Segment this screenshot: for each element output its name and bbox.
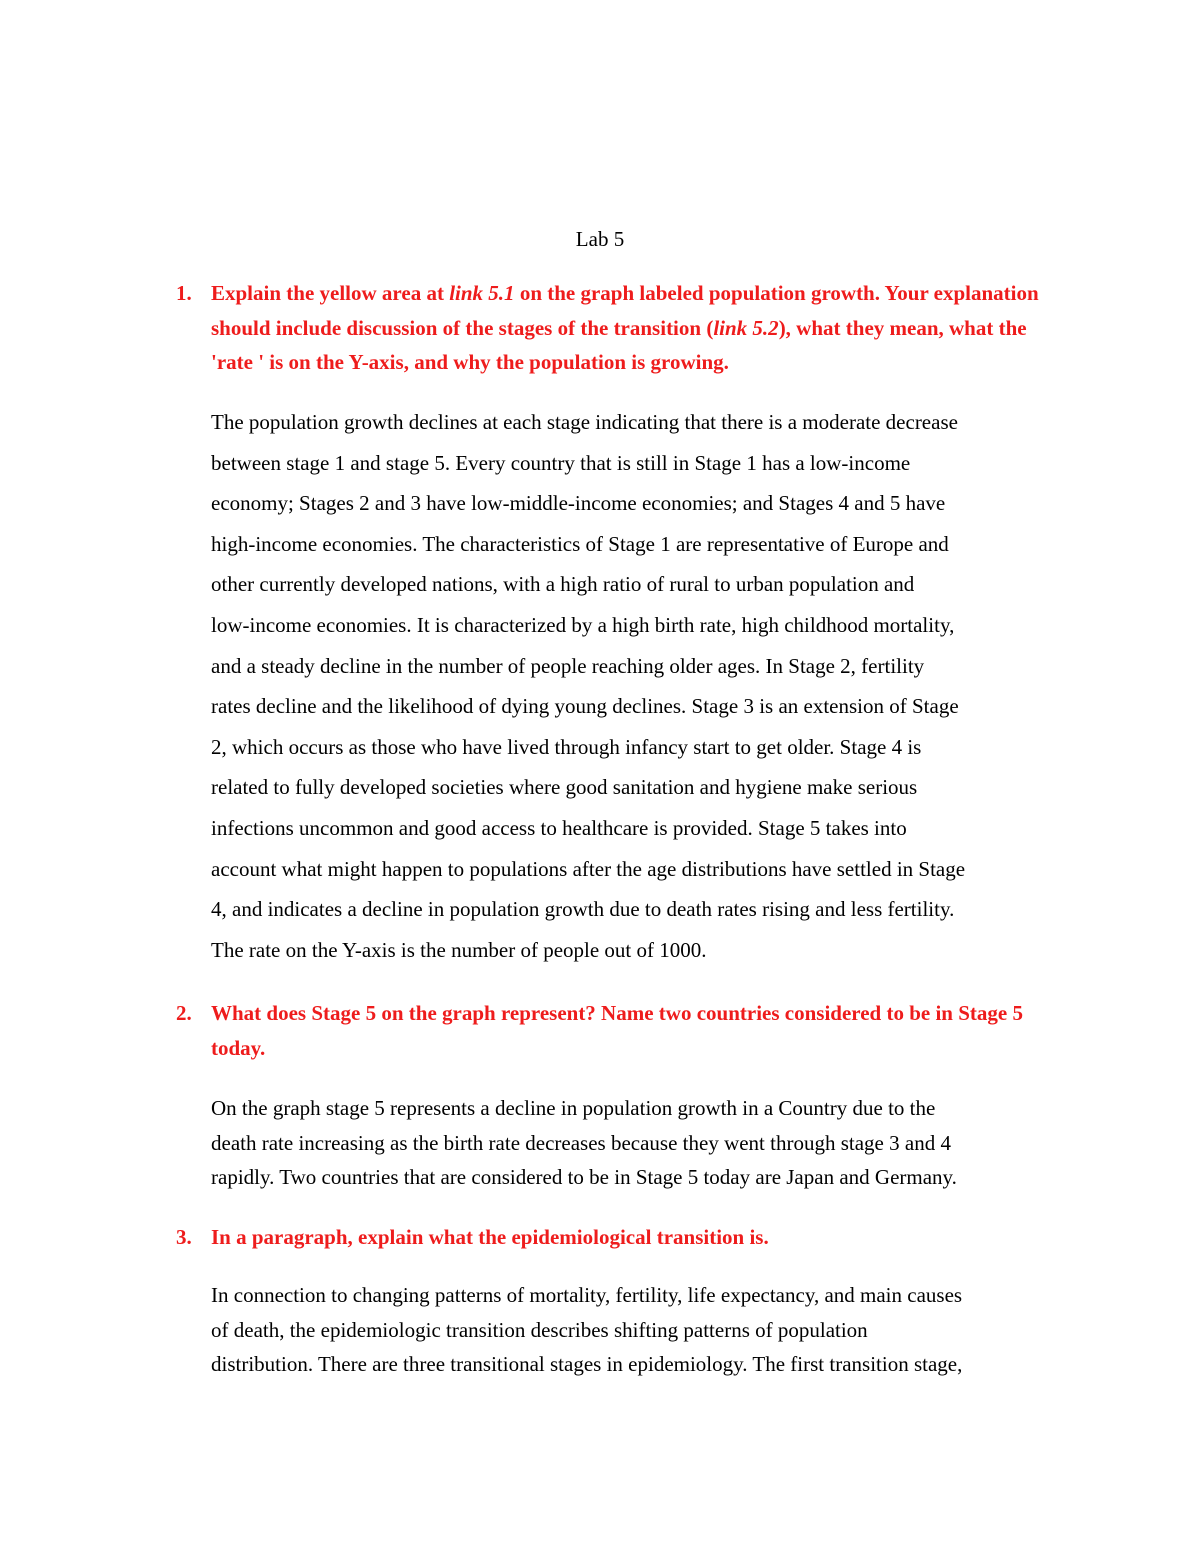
question-3 xyxy=(176,1220,1056,1255)
question-number: 2. xyxy=(176,1001,192,1025)
answer-line: infections uncommon and good access to healthcare is provided. Stage 5 takes into xyxy=(211,815,907,840)
question-prompt xyxy=(211,276,1056,380)
answer-line: 2, which occurs as those who have lived through infancy start to get older. Stage 4 is xyxy=(211,734,922,759)
prompt-text: Explain the yellow area at xyxy=(211,281,450,305)
question-1 xyxy=(176,276,1056,380)
answer-line: and a steady decline in the number of people reaching older ages. In Stage 2, fertility xyxy=(211,653,925,678)
link-reference: link 5.1 xyxy=(449,281,515,305)
answer-line: between stage 1 and stage 5. Every country that is still in Stage 1 has a low-income xyxy=(211,450,911,475)
answer-line: related to fully developed societies where good sanitation and hygiene make serious xyxy=(211,775,918,800)
answer-line: high-income economies. The characteristics of Stage 1 are representative of Europe and xyxy=(211,531,949,556)
question-number: 1. xyxy=(176,281,192,305)
link-reference: link 5.2 xyxy=(713,315,779,340)
answer-line: distribution. There are three transitional stages in epidemiology. The first transition stage, xyxy=(211,1352,963,1376)
prompt-text: on the graph labeled population growth. Your explanation should include discussion of the stages of the transition ( xyxy=(211,281,1039,340)
question-2 xyxy=(176,996,1056,1065)
answer-3 xyxy=(211,1278,1061,1382)
answer-line: The population growth declines at each stage indicating that there is a moderate decrease xyxy=(211,410,958,434)
question-prompt: What does Stage 5 on the graph represent? Name two countries considered to be in Stage 5 today. xyxy=(211,1001,1023,1060)
answer-line: rapidly. Two countries that are considered to be in Stage 5 today are Japan and Germany. xyxy=(211,1165,957,1189)
answer-line: account what might happen to populations after the age distributions have settled in Stage xyxy=(211,856,966,881)
question-number: 3. xyxy=(176,1225,192,1249)
answer-1 xyxy=(211,402,1061,970)
question-prompt: In a paragraph, explain what the epidemiological transition is. xyxy=(211,1225,769,1249)
answer-line: The rate on the Y-axis is the number of people out of 1000. xyxy=(211,937,707,962)
answer-line: other currently developed nations, with a high ratio of rural to urban population and xyxy=(211,572,915,597)
page-title: Lab 5 xyxy=(575,227,625,251)
answer-line: low-income economies. It is characterized by a high birth rate, high childhood mortality, xyxy=(211,612,955,637)
prompt-text: ), what they mean, what the 'rate ' is on the Y-axis, and why the population is growing. xyxy=(211,315,1027,374)
answer-line: On the graph stage 5 represents a decline in population growth in a Country due to the xyxy=(211,1096,936,1120)
answer-line: 4, and indicates a decline in population growth due to death rates rising and less fertility. xyxy=(211,897,955,922)
answer-line: of death, the epidemiologic transition describes shifting patterns of population xyxy=(211,1317,868,1342)
answer-line: economy; Stages 2 and 3 have low-middle-income economies; and Stages 4 and 5 have xyxy=(211,491,946,516)
answer-2 xyxy=(211,1091,1061,1195)
answer-line: death rate increasing as the birth rate decreases because they went through stage 3 and 4 xyxy=(211,1130,951,1155)
answer-line: In connection to changing patterns of mortality, fertility, life expectancy, and main causes xyxy=(211,1283,963,1307)
answer-line: rates decline and the likelihood of dying young declines. Stage 3 is an extension of Stage xyxy=(211,694,959,719)
